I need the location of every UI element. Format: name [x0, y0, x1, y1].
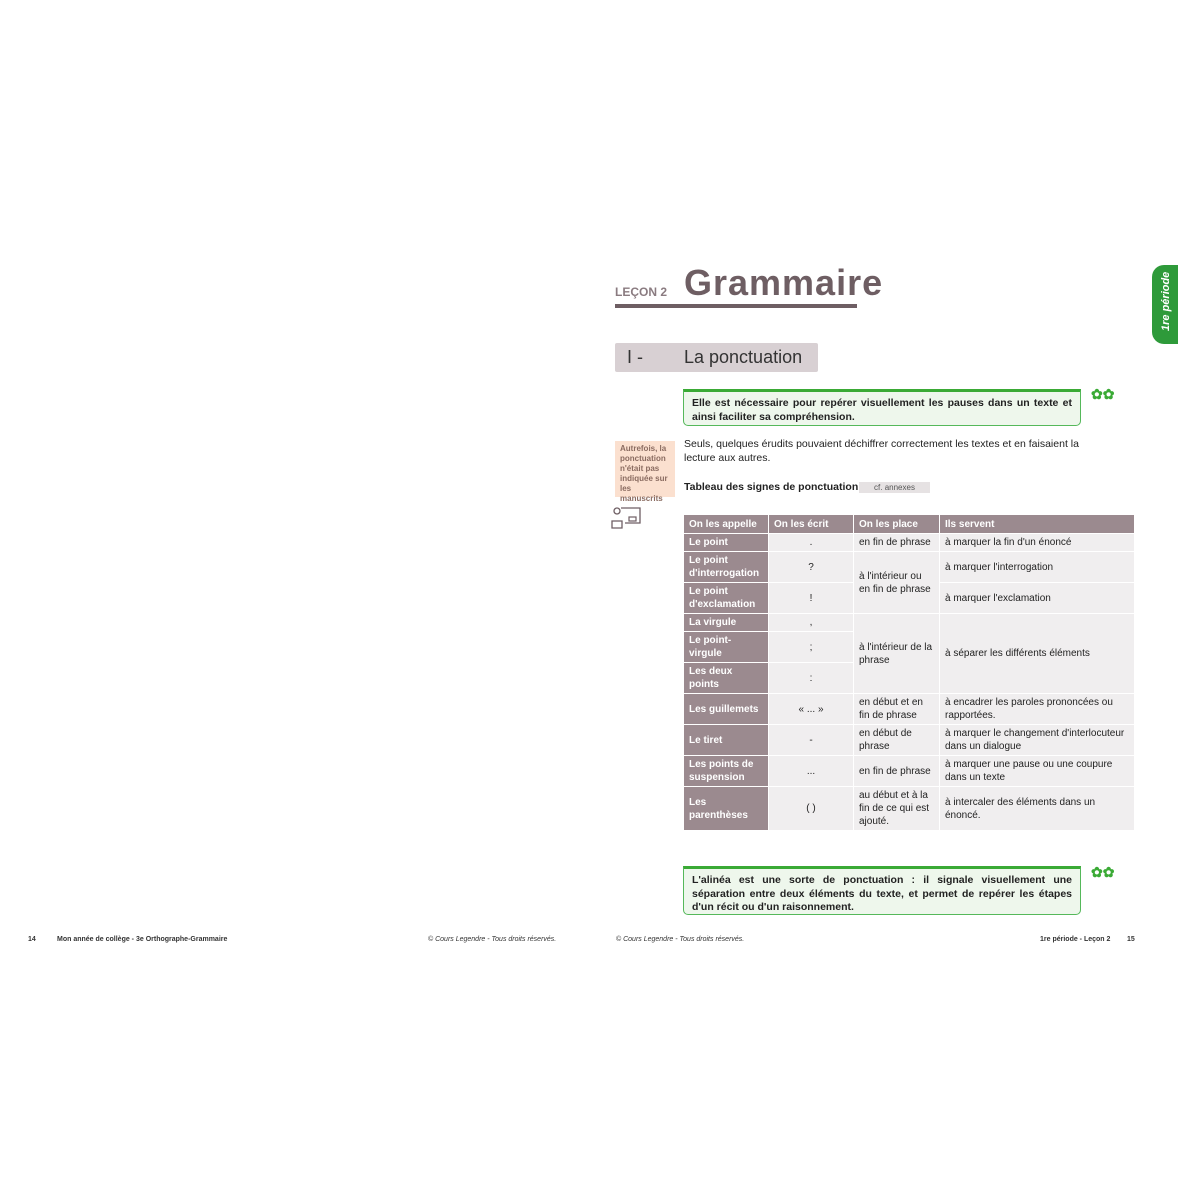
cell-use: à marquer une pause ou une coupure dans un texte [940, 756, 1134, 786]
cell-place: en début de phrase [854, 725, 939, 755]
cell-use: à encadrer les paroles prononcées ou rapportées. [940, 694, 1134, 724]
cf-annexes-tag: cf. annexes [859, 482, 930, 493]
cell-place: au début et à la fin de ce qui est ajouté. [854, 787, 939, 830]
intro-paragraph: Seuls, quelques érudits pouvaient déchiffrer correctement les textes et en faisaient la lecture aux autres. [684, 438, 1079, 464]
cell-name: Les deux points [684, 663, 768, 693]
cell-sign: : [769, 663, 853, 693]
cell-place: en fin de phrase [854, 756, 939, 786]
left-running-title: Mon année de collège - 3e Orthographe-Grammaire [57, 936, 228, 943]
cell-sign: ? [769, 552, 853, 582]
cell-name: Le point-virgule [684, 632, 768, 662]
cell-use: à marquer la fin d'un énoncé [940, 534, 1134, 551]
cell-sign: ( ) [769, 787, 853, 830]
cell-sign: « ... » [769, 694, 853, 724]
cell-name: Le point [684, 534, 768, 551]
cell-name: Les parenthèses [684, 787, 768, 830]
cell-sign: ... [769, 756, 853, 786]
section-number: I - [627, 347, 643, 367]
cell-place: à l'intérieur de la phrase [854, 614, 939, 693]
cell-name: Le point d'exclamation [684, 583, 768, 613]
section-title: La ponctuation [684, 347, 803, 367]
col-header: On les appelle [684, 515, 768, 533]
cell-name: Le point d'interrogation [684, 552, 768, 582]
table-row [684, 725, 1134, 755]
key-box-definition: Elle est nécessaire pour repérer visuellement les pauses dans un texte et ainsi faciliter sa compréhension. [683, 389, 1081, 426]
copyright-right: © Cours Legendre - Tous droits réservés. [616, 936, 745, 943]
title-underline [615, 304, 857, 308]
table-row [684, 787, 1134, 830]
gears-icon: ✿✿ [1091, 386, 1115, 402]
period-tab-label: 1re période [1160, 271, 1172, 331]
punctuation-table [683, 514, 1135, 831]
cell-sign: , [769, 614, 853, 631]
lesson-teacher-icon [611, 506, 643, 530]
cell-place: à l'intérieur ou en fin de phrase [854, 552, 939, 613]
cell-sign: . [769, 534, 853, 551]
cell-place: en début et en fin de phrase [854, 694, 939, 724]
lesson-label: LEÇON 2 [615, 285, 668, 299]
side-note: Autrefois, la ponctuation n'était pas indiquée sur les manuscrits [615, 441, 675, 497]
cell-name: Les points de suspension [684, 756, 768, 786]
cell-use: à marquer le changement d'interlocuteur dans un dialogue [940, 725, 1134, 755]
table-row [684, 552, 1134, 582]
table-row [684, 614, 1134, 631]
cell-name: Le tiret [684, 725, 768, 755]
cell-name: Les guillemets [684, 694, 768, 724]
period-tab [1152, 265, 1178, 344]
gears-icon: ✿✿ [1091, 864, 1115, 880]
table-row [684, 694, 1134, 724]
cell-sign: ! [769, 583, 853, 613]
right-running-title: 1re période - Leçon 2 [1040, 936, 1111, 943]
cell-place: en fin de phrase [854, 534, 939, 551]
right-page-number: 15 [1127, 936, 1135, 943]
left-page-number: 14 [28, 936, 36, 943]
cell-use: à intercaler des éléments dans un énoncé. [940, 787, 1134, 830]
cell-sign: ; [769, 632, 853, 662]
cell-sign: - [769, 725, 853, 755]
table-row [684, 534, 1134, 551]
table-title: Tableau des signes de ponctuation [684, 481, 859, 493]
cell-name: La virgule [684, 614, 768, 631]
col-header: Ils servent [940, 515, 1134, 533]
copyright-left: © Cours Legendre - Tous droits réservés. [428, 936, 557, 943]
cell-use: à marquer l'interrogation [940, 552, 1134, 582]
key-box-alinea: L'alinéa est une sorte de ponctuation : il signale visuellement une séparation entre deux éléments du texte, et permet de repérer les étapes d'un récit ou d'un raisonnement. [683, 866, 1081, 915]
page-title: Grammaire [684, 262, 884, 303]
table-row [684, 756, 1134, 786]
col-header: On les place [854, 515, 939, 533]
section-heading [615, 343, 818, 372]
cell-use: à marquer l'exclamation [940, 583, 1134, 613]
col-header: On les écrit [769, 515, 853, 533]
cell-use: à séparer les différents éléments [940, 614, 1134, 693]
